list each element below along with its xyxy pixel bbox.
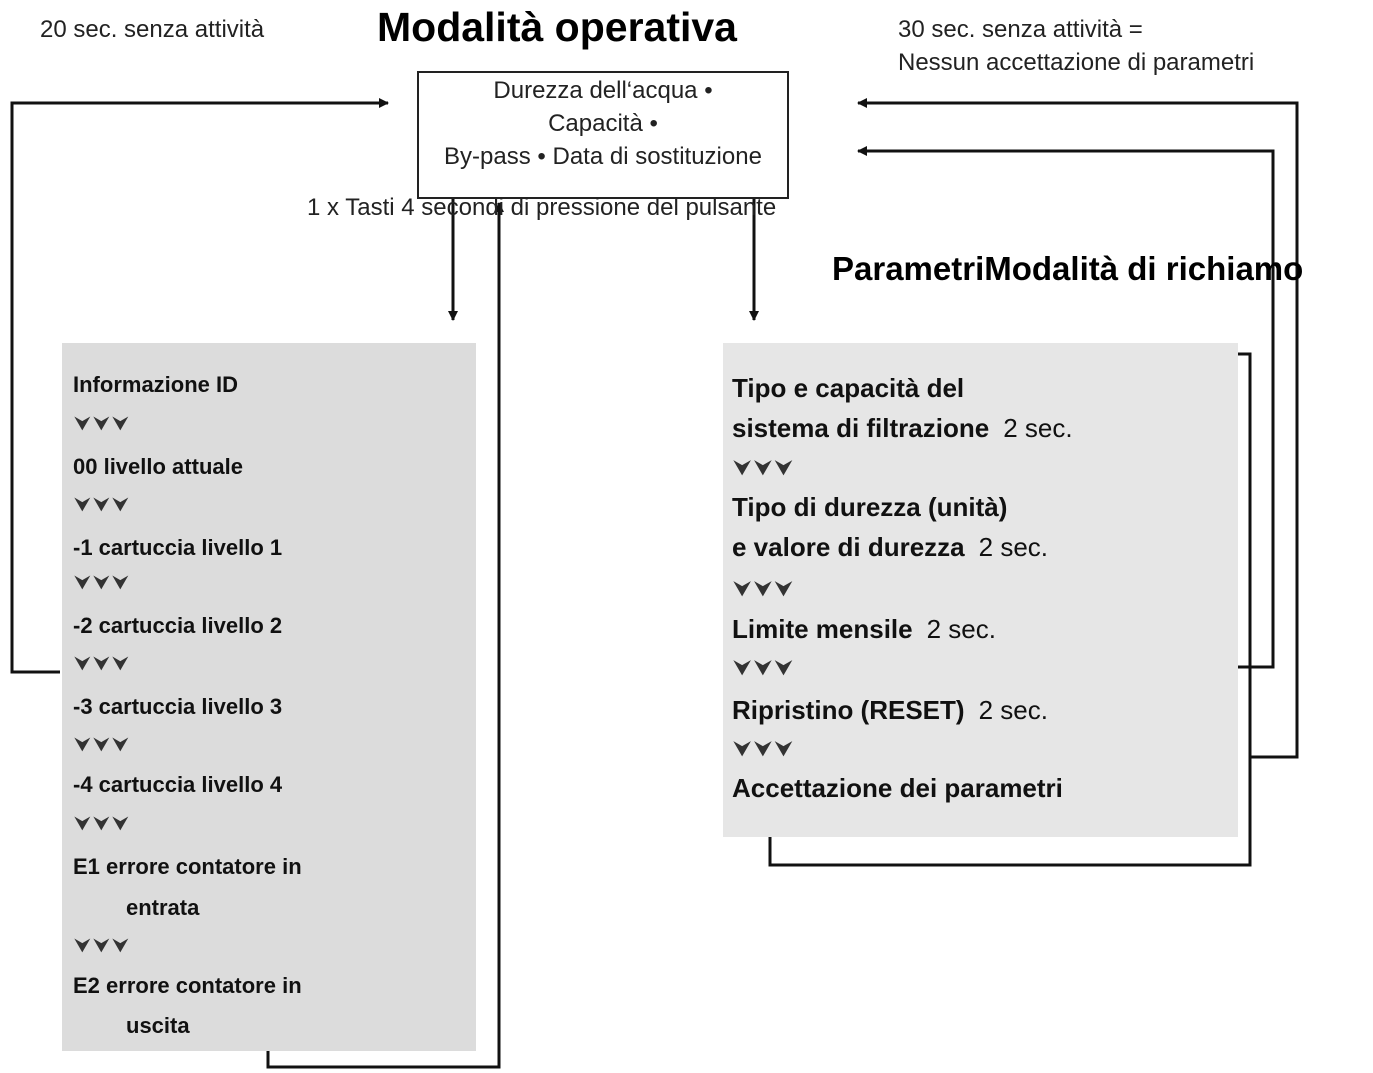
- hold-time-label: 2 sec.: [926, 614, 996, 644]
- down-triangles-icon: ⮟⮟⮟: [733, 576, 796, 601]
- hold-time-label: 2 sec.: [978, 532, 1049, 562]
- hold-time-label: 2 sec.: [978, 695, 1048, 725]
- info-item-error-e1-cont: entrata: [126, 895, 200, 920]
- down-triangles-icon: ⮟⮟⮟: [74, 813, 131, 835]
- param-filter-type-line1: Tipo e capacità del: [732, 373, 965, 403]
- info-item-error-e2: E2 errore contatore in: [73, 973, 302, 998]
- info-item-cartridge-4: -4 cartuccia livello 4: [73, 772, 283, 797]
- param-reset-label: Ripristino (RESET): [732, 695, 965, 725]
- inactivity-note-right-line1: 30 sec. senza attività =: [898, 16, 1143, 43]
- param-hardness-line2: [732, 532, 1048, 563]
- param-monthly-limit-label: Limite mensile: [732, 614, 913, 644]
- down-triangles-icon: ⮟⮟⮟: [74, 653, 131, 675]
- mode-box-line3: By-pass • Data di sostituzione: [444, 143, 762, 170]
- inactivity-note-left: 20 sec. senza attività: [40, 16, 265, 43]
- inactivity-note-right-line2: Nessun accettazione di parametri: [898, 49, 1255, 76]
- down-triangles-icon: ⮟⮟⮟: [74, 572, 131, 594]
- info-item-cartridge-2: -2 cartuccia livello 2: [73, 613, 283, 638]
- page-title: Modalità operativa: [377, 4, 737, 50]
- recall-mode-title: ParametriModalità di richiamo: [832, 250, 1304, 287]
- parameters-panel: [723, 343, 1238, 837]
- info-item-error-e2-cont: uscita: [126, 1013, 190, 1038]
- mode-box-line2: Capacità •: [548, 110, 658, 137]
- down-triangles-icon: ⮟⮟⮟: [74, 734, 131, 756]
- hold-time-label: 2 sec.: [1003, 413, 1073, 443]
- info-item-cartridge-1: -1 cartuccia livello 1: [73, 535, 283, 560]
- down-triangles-icon: ⮟⮟⮟: [74, 413, 131, 435]
- param-hardness-line1: Tipo di durezza (unità): [732, 492, 1008, 522]
- down-triangles-icon: ⮟⮟⮟: [74, 494, 131, 516]
- down-triangles-icon: ⮟⮟⮟: [733, 455, 796, 480]
- info-id-panel: [62, 343, 476, 1051]
- param-filter-type-label: sistema di filtrazione: [732, 413, 990, 443]
- down-triangles-icon: ⮟⮟⮟: [733, 655, 796, 680]
- param-filter-type-line2: [732, 413, 1073, 444]
- param-hardness-label: e valore di durezza: [732, 532, 965, 562]
- button-press-note: 1 x Tasti 4 secondi di pressione del pulsante: [307, 194, 777, 221]
- info-item-header: Informazione ID: [73, 372, 239, 397]
- down-triangles-icon: ⮟⮟⮟: [74, 935, 131, 957]
- operating-mode-box: [417, 71, 789, 199]
- info-item-error-e1: E1 errore contatore in: [73, 854, 302, 879]
- param-accept: Accettazione dei parametri: [732, 773, 1063, 803]
- mode-box-line1: Durezza dell‘acqua •: [493, 77, 713, 104]
- info-item-cartridge-3: -3 cartuccia livello 3: [73, 694, 283, 719]
- param-reset: [732, 695, 1048, 726]
- param-monthly-limit: [732, 614, 996, 645]
- down-triangles-icon: ⮟⮟⮟: [733, 736, 796, 761]
- info-item-current-level: 00 livello attuale: [73, 454, 243, 479]
